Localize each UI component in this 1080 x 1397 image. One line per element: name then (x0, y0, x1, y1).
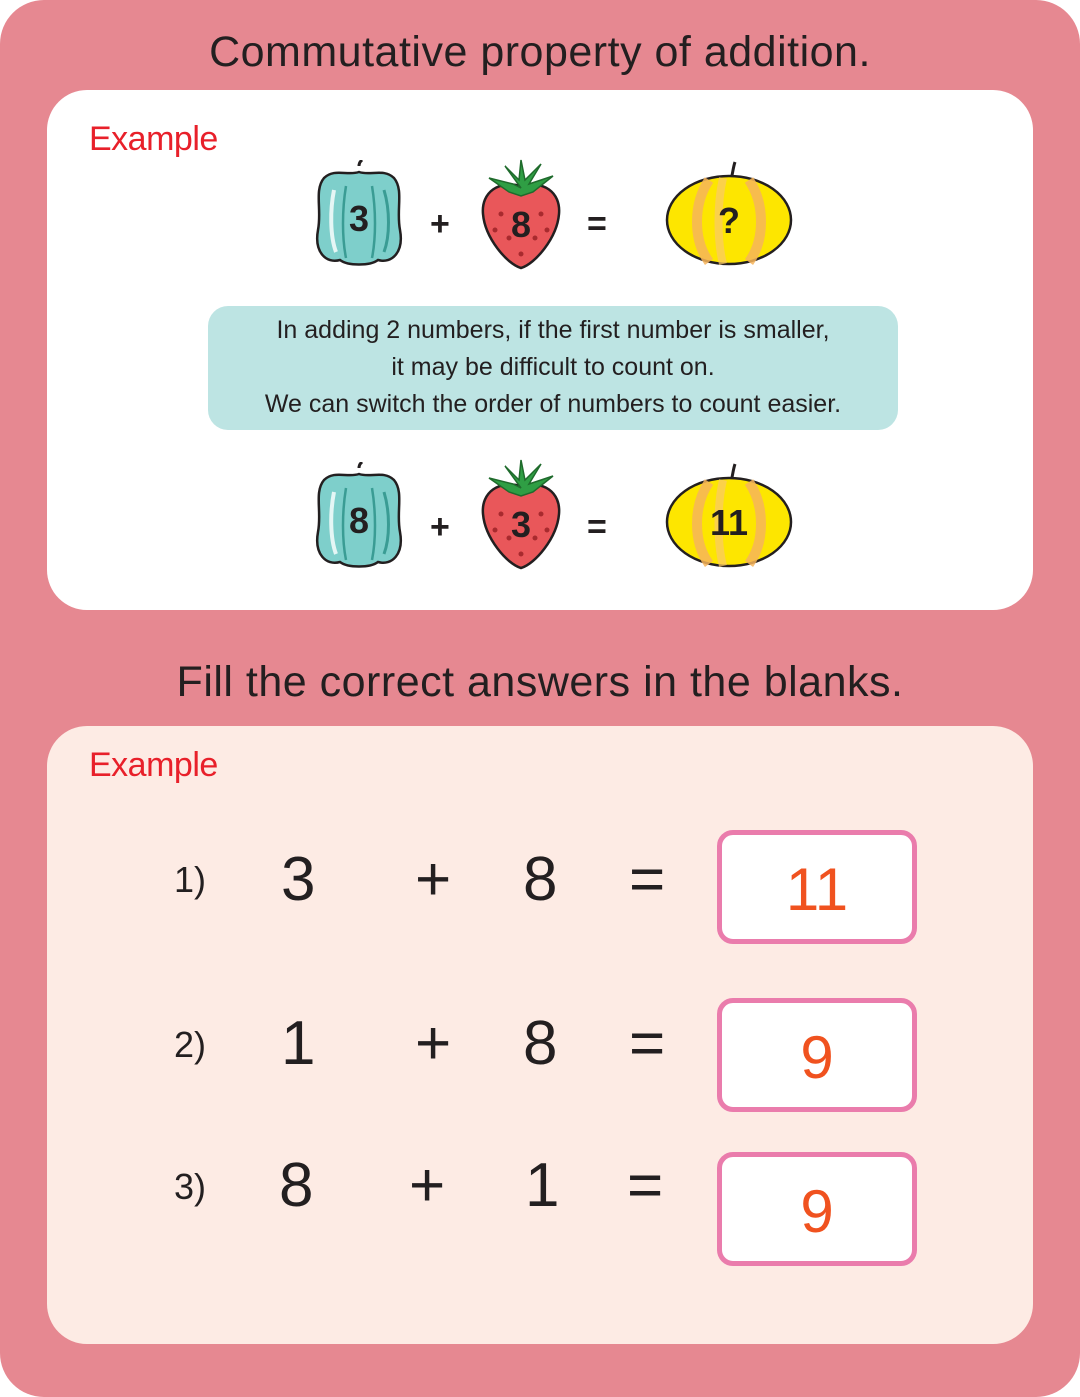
equals-sign: = (587, 508, 607, 546)
answer-value: 9 (800, 1024, 834, 1091)
plus-sign: + (430, 205, 450, 243)
exercise-panel (47, 726, 1033, 1344)
equals-sign: = (587, 205, 607, 243)
answer-box[interactable] (717, 1152, 917, 1266)
example-label: Example (89, 120, 218, 158)
hint-line: In adding 2 numbers, if the first number is smaller, (276, 316, 830, 344)
exercise-heading: Fill the correct answers in the blanks. (176, 658, 904, 706)
first-addend: 3 (281, 845, 316, 914)
second-addend: 8 (523, 845, 558, 914)
hint-box (208, 306, 898, 430)
second-addend: 8 (523, 1009, 558, 1078)
melon-result: 11 (709, 502, 749, 543)
example-panel (47, 90, 1033, 610)
row-number: 2) (174, 1024, 207, 1065)
equals-sign: = (627, 1151, 664, 1220)
pepper-number: 8 (348, 500, 370, 541)
hint-line: it may be difficult to count on. (391, 353, 715, 381)
hint-line: We can switch the order of numbers to count easier. (264, 390, 842, 418)
strawberry-number: 3 (510, 504, 532, 545)
answer-box[interactable] (717, 998, 917, 1112)
page-title: Commutative property of addition. (209, 28, 871, 76)
strawberry-number: 8 (510, 204, 532, 245)
first-addend: 1 (281, 1009, 316, 1078)
strawberry-icon (479, 158, 563, 270)
pepper-number: 3 (348, 198, 370, 239)
second-addend: 1 (525, 1151, 560, 1220)
strawberry-icon (479, 458, 563, 570)
answer-value: 11 (785, 856, 849, 923)
melon-icon (663, 160, 795, 266)
example-label: Example (89, 746, 218, 784)
plus-sign: + (415, 1009, 452, 1078)
pepper-icon (312, 160, 406, 268)
answer-value: 9 (800, 1178, 834, 1245)
plus-sign: + (430, 508, 450, 546)
equals-sign: = (629, 845, 666, 914)
equals-sign: = (629, 1009, 666, 1078)
plus-sign: + (415, 845, 452, 914)
answer-box[interactable] (717, 830, 917, 944)
melon-icon (663, 462, 795, 568)
first-addend: 8 (279, 1151, 314, 1220)
melon-result: ? (718, 200, 740, 241)
row-number: 1) (174, 859, 207, 900)
plus-sign: + (409, 1151, 446, 1220)
row-number: 3) (174, 1166, 207, 1207)
pepper-icon (312, 462, 406, 570)
